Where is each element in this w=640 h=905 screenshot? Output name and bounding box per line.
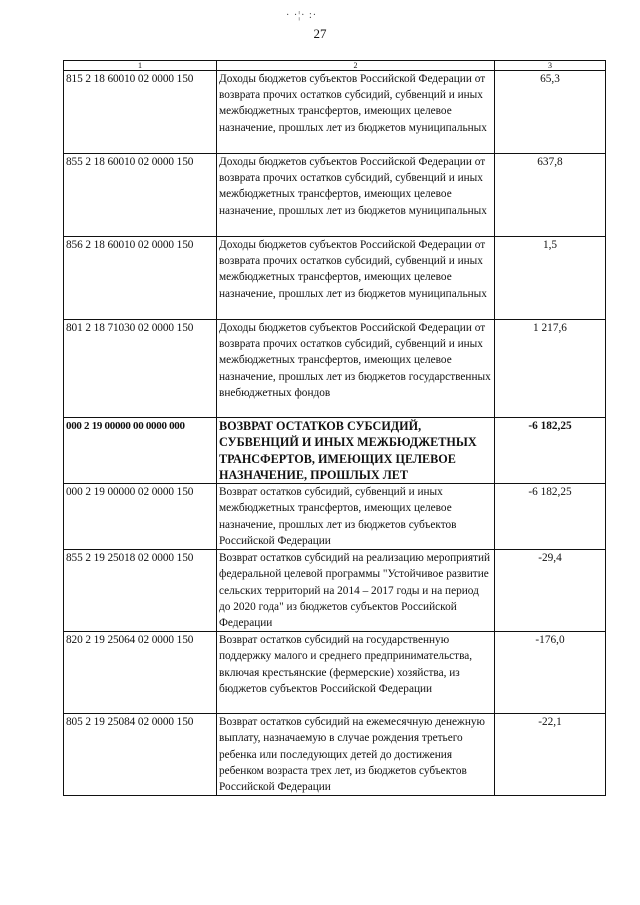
description-cell: Возврат остатков субсидий, субвенций и иных межбюджетных трансфертов, имеющих целевое назначение, прошлых лет из бюджетов субъектов Российской Федерации [217,484,495,550]
description-cell: Возврат остатков субсидий на ежемесячную денежную выплату, назначаемую в случае рождения третьего ребенка или последующих детей до достижения ребенком возраста трех лет, из бюджетов субъектов Российской Федерации [217,714,495,796]
amount-cell: -22,1 [495,714,606,796]
table-row [64,550,606,632]
amount-cell: -176,0 [495,632,606,714]
section-total-row [64,418,606,484]
table-row [64,632,606,714]
description-cell: Доходы бюджетов субъектов Российской Федерации от возврата прочих остатков субсидий, субвенций и иных межбюджетных трансфертов, имеющих целевое назначение, прошлых лет из бюджетов муниципальных [217,154,495,237]
description-cell: Возврат остатков субсидий на реализацию мероприятий федеральной целевой программы "Устойчивое развитие сельских территорий на 2014 – 2017 годы и на период до 2020 года" из бюджетов субъектов Российской Федерации [217,550,495,632]
table-row [64,237,606,320]
code-cell: 000 2 19 00000 00 0000 000 [64,418,217,484]
description-cell: ВОЗВРАТ ОСТАТКОВ СУБСИДИЙ, СУБВЕНЦИЙ И ИНЫХ МЕЖБЮДЖЕТНЫХ ТРАНСФЕРТОВ, ИМЕЮЩИХ ЦЕЛЕВОЕ НАЗНАЧЕНИЕ, ПРОШЛЫХ ЛЕТ [217,418,495,484]
amount-cell: 1,5 [495,237,606,320]
table-row [64,154,606,237]
code-cell: 000 2 19 00000 02 0000 150 [64,484,217,550]
description-cell: Возврат остатков субсидий на государственную поддержку малого и среднего предпринимательства, включая крестьянские (фермерские) хозяйства, из бюджетов субъектов Российской Федерации [217,632,495,714]
table-row [64,484,606,550]
table-header-row [64,61,606,71]
budget-table [63,60,606,796]
amount-cell: -6 182,25 [495,484,606,550]
code-cell: 801 2 18 71030 02 0000 150 [64,320,217,418]
amount-cell: 637,8 [495,154,606,237]
amount-cell: -6 182,25 [495,418,606,484]
code-cell: 855 2 18 60010 02 0000 150 [64,154,217,237]
amount-cell: 65,3 [495,71,606,154]
amount-cell: -29,4 [495,550,606,632]
description-cell: Доходы бюджетов субъектов Российской Федерации от возврата прочих остатков субсидий, субвенций и иных межбюджетных трансфертов, имеющих целевое назначение, прошлых лет из бюджетов муниципальных [217,237,495,320]
description-cell: Доходы бюджетов субъектов Российской Федерации от возврата прочих остатков субсидий, субвенций и иных межбюджетных трансфертов, имеющих целевое назначение, прошлых лет из бюджетов муниципальных [217,71,495,154]
code-cell: 856 2 18 60010 02 0000 150 [64,237,217,320]
page-number: 27 [313,26,327,41]
code-cell: 805 2 19 25084 02 0000 150 [64,714,217,796]
table-row [64,714,606,796]
description-cell: Доходы бюджетов субъектов Российской Федерации от возврата прочих остатков субсидий, субвенций и иных межбюджетных трансфертов, имеющих целевое назначение, прошлых лет из бюджетов государственных внебюджетных фондов [217,320,495,418]
code-cell: 855 2 19 25018 02 0000 150 [64,550,217,632]
table-row [64,320,606,418]
column-header-description: 2 [217,61,495,71]
table-row [64,71,606,154]
column-header-amount: 3 [495,61,606,71]
code-cell: 820 2 19 25064 02 0000 150 [64,632,217,714]
column-header-code: 1 [64,61,217,71]
stamp-marks: · ·¦· :· [286,10,318,21]
code-cell: 815 2 18 60010 02 0000 150 [64,71,217,154]
amount-cell: 1 217,6 [495,320,606,418]
